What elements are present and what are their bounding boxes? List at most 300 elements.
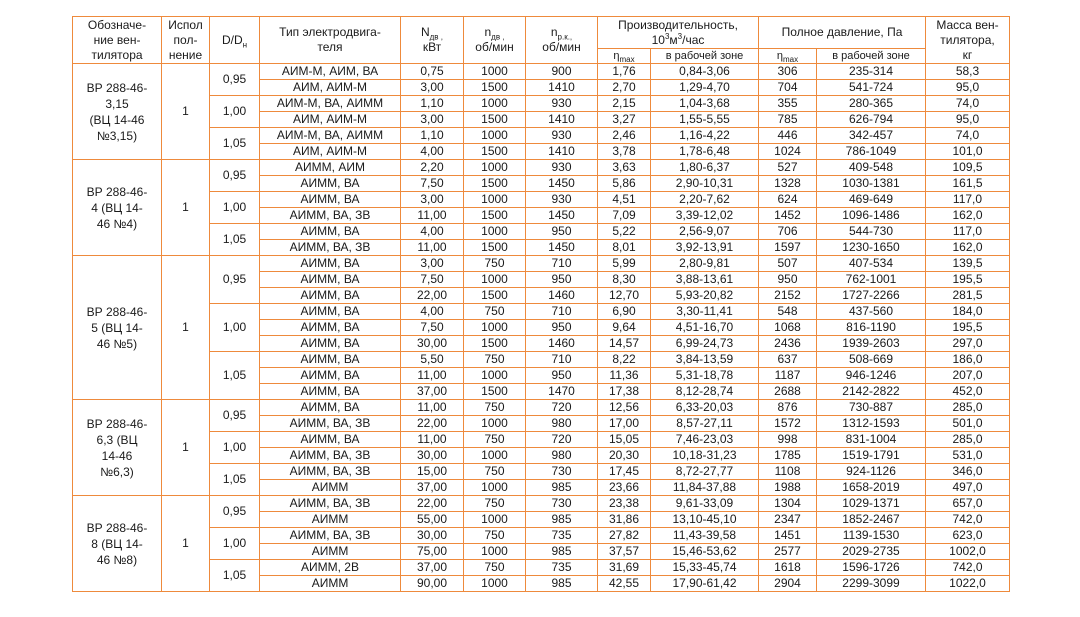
pressure-eta-cell: 1785 <box>759 448 817 464</box>
mass-cell: 117,0 <box>926 224 1010 240</box>
motor-type-cell: АИММ, ВА, ЗВ <box>260 464 401 480</box>
capacity-eta-cell: 11,36 <box>598 368 651 384</box>
power-unit: кВт <box>422 40 442 54</box>
pressure-eta-cell: 1451 <box>759 528 817 544</box>
motor-type-cell: АИММ, ВА, ЗВ <box>260 448 401 464</box>
capacity-unit-sup: 3 <box>664 31 670 41</box>
motor-speed-cell: 1000 <box>464 96 526 112</box>
capacity-range-cell: 1,04-3,68 <box>651 96 759 112</box>
pressure-range-cell: 924-1126 <box>817 464 926 480</box>
pressure-eta-cell: 1108 <box>759 464 817 480</box>
pressure-eta-cell: 507 <box>759 256 817 272</box>
ratio-label: D/D <box>221 32 243 47</box>
mass-cell: 297,0 <box>926 336 1010 352</box>
motor-type-cell: АИМ-М, ВА, АИММ <box>260 96 401 112</box>
pressure-eta-cell: 355 <box>759 96 817 112</box>
motor-speed-cell: 1000 <box>464 64 526 80</box>
power-cell: 30,00 <box>401 528 464 544</box>
power-cell: 0,75 <box>401 64 464 80</box>
mass-cell: 452,0 <box>926 384 1010 400</box>
mass-cell: 531,0 <box>926 448 1010 464</box>
capacity-eta-cell: 1,76 <box>598 64 651 80</box>
power-cell: 11,00 <box>401 240 464 256</box>
ratio-cell: 1,05 <box>210 224 260 256</box>
power-cell: 30,00 <box>401 336 464 352</box>
eta-symbol: η <box>613 50 620 62</box>
ratio-cell: 0,95 <box>210 256 260 304</box>
wheel-speed-cell: 985 <box>526 480 598 496</box>
motor-type-cell: АИМ, АИМ-М <box>260 144 401 160</box>
capacity-unit-sup2: 3 <box>677 31 683 41</box>
motor-type-cell: АИММ, ВА <box>260 192 401 208</box>
motor-type-cell: АИММ, ВА <box>260 368 401 384</box>
power-cell: 22,00 <box>401 288 464 304</box>
pressure-eta-cell: 1187 <box>759 368 817 384</box>
wheel-speed-cell: 950 <box>526 320 598 336</box>
mass-cell: 95,0 <box>926 80 1010 96</box>
ratio-cell: 1,00 <box>210 192 260 224</box>
capacity-unit-pre: 10 <box>651 32 665 47</box>
capacity-eta-cell: 3,78 <box>598 144 651 160</box>
eta-subscript: max <box>783 55 799 64</box>
power-subscript: дв , <box>429 32 444 42</box>
motor-speed-cell: 1500 <box>464 144 526 160</box>
capacity-unit-post: /час <box>682 32 705 47</box>
motor-type-cell: АИМ, АИМ-М <box>260 80 401 96</box>
pressure-range-cell: 730-887 <box>817 400 926 416</box>
power-cell: 37,00 <box>401 560 464 576</box>
mass-cell: 281,5 <box>926 288 1010 304</box>
pressure-range-cell: 342-457 <box>817 128 926 144</box>
pressure-range-cell: 1029-1371 <box>817 496 926 512</box>
capacity-range-cell: 9,61-33,09 <box>651 496 759 512</box>
pressure-eta-cell: 2436 <box>759 336 817 352</box>
pressure-range-cell: 831-1004 <box>817 432 926 448</box>
table-row <box>73 560 1010 576</box>
mass-cell: 623,0 <box>926 528 1010 544</box>
motor-type-cell: АИММ, 2В <box>260 560 401 576</box>
motor-type-cell: АИММ, ВА <box>260 336 401 352</box>
mass-cell: 742,0 <box>926 560 1010 576</box>
pressure-eta-cell: 527 <box>759 160 817 176</box>
power-cell: 11,00 <box>401 432 464 448</box>
fan-execution-cell: 1 <box>162 160 210 256</box>
col-ratio-header <box>210 17 260 64</box>
table-row <box>73 496 1010 512</box>
capacity-eta-cell: 17,38 <box>598 384 651 400</box>
mass-cell: 95,0 <box>926 112 1010 128</box>
pressure-range-cell: 2299-3099 <box>817 576 926 592</box>
capacity-eta-cell: 5,99 <box>598 256 651 272</box>
pressure-eta-cell: 637 <box>759 352 817 368</box>
capacity-range-cell: 8,72-27,77 <box>651 464 759 480</box>
pressure-range-cell: 508-669 <box>817 352 926 368</box>
pressure-eta-cell: 1328 <box>759 176 817 192</box>
motor-type-cell: АИММ, ВА <box>260 288 401 304</box>
motor-type-cell: АИМ-М, АИМ, ВА <box>260 64 401 80</box>
capacity-range-cell: 1,29-4,70 <box>651 80 759 96</box>
col-motor-type-header: Тип электродвига- теля <box>260 17 401 64</box>
table-row <box>73 192 1010 208</box>
capacity-range-cell: 2,56-9,07 <box>651 224 759 240</box>
motor-speed-cell: 1000 <box>464 272 526 288</box>
fan-designation-cell: ВР 288-46- 3,15 (ВЦ 14-46 №3,15) <box>73 64 162 160</box>
capacity-eta-cell: 20,30 <box>598 448 651 464</box>
wheel-speed-cell: 710 <box>526 256 598 272</box>
motor-speed-cell: 1000 <box>464 512 526 528</box>
mass-cell: 207,0 <box>926 368 1010 384</box>
pressure-work-zone-header: в рабочей зоне <box>817 49 926 64</box>
mass-cell: 501,0 <box>926 416 1010 432</box>
power-cell: 1,10 <box>401 96 464 112</box>
pressure-range-cell: 1939-2603 <box>817 336 926 352</box>
power-cell: 4,00 <box>401 304 464 320</box>
table-row <box>73 256 1010 272</box>
ratio-cell: 0,95 <box>210 400 260 432</box>
pressure-eta-cell: 706 <box>759 224 817 240</box>
capacity-eta-cell: 2,15 <box>598 96 651 112</box>
capacity-range-cell: 11,43-39,58 <box>651 528 759 544</box>
mass-cell: 161,5 <box>926 176 1010 192</box>
pressure-range-cell: 1852-2467 <box>817 512 926 528</box>
motor-speed-cell: 1500 <box>464 288 526 304</box>
mass-cell: 195,5 <box>926 320 1010 336</box>
capacity-range-cell: 8,12-28,74 <box>651 384 759 400</box>
pressure-range-cell: 1312-1593 <box>817 416 926 432</box>
capacity-eta-cell: 8,30 <box>598 272 651 288</box>
table-row <box>73 160 1010 176</box>
motor-speed-cell: 750 <box>464 256 526 272</box>
power-cell: 15,00 <box>401 464 464 480</box>
motor-type-cell: АИММ, АИМ <box>260 160 401 176</box>
motor-speed-label: n <box>484 25 492 39</box>
power-cell: 22,00 <box>401 416 464 432</box>
fan-designation-cell: ВР 288-46- 5 (ВЦ 14- 46 №5) <box>73 256 162 400</box>
motor-speed-cell: 1000 <box>464 480 526 496</box>
power-cell: 3,00 <box>401 112 464 128</box>
wheel-speed-cell: 720 <box>526 432 598 448</box>
col-motor-speed-header <box>464 17 526 64</box>
capacity-range-cell: 15,46-53,62 <box>651 544 759 560</box>
power-cell: 75,00 <box>401 544 464 560</box>
col-power-header <box>401 17 464 64</box>
power-cell: 3,00 <box>401 192 464 208</box>
capacity-eta-cell: 27,82 <box>598 528 651 544</box>
power-cell: 1,10 <box>401 128 464 144</box>
power-cell: 3,00 <box>401 80 464 96</box>
wheel-speed-cell: 1470 <box>526 384 598 400</box>
capacity-range-cell: 5,93-20,82 <box>651 288 759 304</box>
pressure-range-cell: 469-649 <box>817 192 926 208</box>
capacity-eta-cell: 15,05 <box>598 432 651 448</box>
capacity-range-cell: 6,99-24,73 <box>651 336 759 352</box>
pressure-range-cell: 946-1246 <box>817 368 926 384</box>
power-cell: 22,00 <box>401 496 464 512</box>
ratio-cell: 1,05 <box>210 464 260 496</box>
wheel-speed-cell: 735 <box>526 528 598 544</box>
pressure-eta-cell: 950 <box>759 272 817 288</box>
wheel-speed-cell: 950 <box>526 272 598 288</box>
pressure-range-cell: 2142-2822 <box>817 384 926 400</box>
capacity-eta-cell: 31,86 <box>598 512 651 528</box>
pressure-range-cell: 1139-1530 <box>817 528 926 544</box>
wheel-speed-cell: 930 <box>526 128 598 144</box>
motor-type-cell: АИММ <box>260 512 401 528</box>
pressure-eta-cell: 1068 <box>759 320 817 336</box>
wheel-speed-cell: 1450 <box>526 176 598 192</box>
capacity-range-cell: 1,80-6,37 <box>651 160 759 176</box>
table-header <box>73 17 1010 64</box>
capacity-range-cell: 1,16-4,22 <box>651 128 759 144</box>
pressure-eta-cell: 1597 <box>759 240 817 256</box>
power-label: N <box>420 25 430 39</box>
col-designation-header: Обозначе- ние вен- тилятора <box>73 17 162 64</box>
mass-cell: 117,0 <box>926 192 1010 208</box>
motor-speed-cell: 1000 <box>464 448 526 464</box>
pressure-range-cell: 235-314 <box>817 64 926 80</box>
pressure-eta-cell: 704 <box>759 80 817 96</box>
table-row <box>73 352 1010 368</box>
ratio-cell: 1,05 <box>210 352 260 400</box>
wheel-speed-cell: 1410 <box>526 80 598 96</box>
table-row <box>73 128 1010 144</box>
motor-type-cell: АИМ, АИМ-М <box>260 112 401 128</box>
capacity-eta-cell: 7,09 <box>598 208 651 224</box>
capacity-eta-cell: 12,56 <box>598 400 651 416</box>
pressure-eta-cell: 624 <box>759 192 817 208</box>
mass-cell: 101,0 <box>926 144 1010 160</box>
motor-type-cell: АИММ, ВА <box>260 432 401 448</box>
motor-speed-cell: 1500 <box>464 208 526 224</box>
pressure-range-cell: 1596-1726 <box>817 560 926 576</box>
col-execution-header: Испол пол- нение <box>162 17 210 64</box>
wheel-speed-cell: 720 <box>526 400 598 416</box>
power-cell: 4,00 <box>401 144 464 160</box>
fan-designation-cell: ВР 288-46- 6,3 (ВЦ 14-46 №6,3) <box>73 400 162 496</box>
motor-type-cell: АИММ <box>260 576 401 592</box>
power-cell: 7,50 <box>401 176 464 192</box>
eta-subscript: max <box>619 55 635 64</box>
capacity-eta-cell: 2,46 <box>598 128 651 144</box>
table-row <box>73 528 1010 544</box>
capacity-eta-cell: 17,00 <box>598 416 651 432</box>
power-cell: 55,00 <box>401 512 464 528</box>
ratio-cell: 1,00 <box>210 432 260 464</box>
pressure-eta-cell: 548 <box>759 304 817 320</box>
ratio-cell: 1,00 <box>210 304 260 352</box>
capacity-work-zone-header: в рабочей зоне <box>651 49 759 64</box>
pressure-range-cell: 1658-2019 <box>817 480 926 496</box>
capacity-eta-cell: 17,45 <box>598 464 651 480</box>
fan-spec-table <box>72 16 1010 592</box>
capacity-range-cell: 2,90-10,31 <box>651 176 759 192</box>
wheel-speed-cell: 1460 <box>526 288 598 304</box>
motor-type-cell: АИММ, ВА <box>260 304 401 320</box>
pressure-eta-cell: 2152 <box>759 288 817 304</box>
pressure-range-cell: 1230-1650 <box>817 240 926 256</box>
fan-execution-cell: 1 <box>162 496 210 592</box>
capacity-range-cell: 13,10-45,10 <box>651 512 759 528</box>
motor-speed-cell: 750 <box>464 528 526 544</box>
pressure-eta-cell: 785 <box>759 112 817 128</box>
pressure-eta-cell: 2577 <box>759 544 817 560</box>
motor-speed-cell: 750 <box>464 560 526 576</box>
pressure-eta-max-header <box>759 49 817 64</box>
capacity-range-cell: 3,92-13,91 <box>651 240 759 256</box>
pressure-eta-cell: 2347 <box>759 512 817 528</box>
pressure-range-cell: 544-730 <box>817 224 926 240</box>
mass-cell: 74,0 <box>926 96 1010 112</box>
ratio-cell: 0,95 <box>210 496 260 528</box>
mass-cell: 742,0 <box>926 512 1010 528</box>
motor-speed-subscript: дв , <box>491 32 505 42</box>
capacity-eta-cell: 3,63 <box>598 160 651 176</box>
power-cell: 90,00 <box>401 576 464 592</box>
wheel-speed-unit: об/мин <box>542 40 581 54</box>
eta-symbol: η <box>776 50 783 62</box>
motor-speed-cell: 1500 <box>464 176 526 192</box>
wheel-speed-cell: 980 <box>526 448 598 464</box>
motor-speed-cell: 1000 <box>464 368 526 384</box>
wheel-speed-cell: 1460 <box>526 336 598 352</box>
fan-designation-cell: ВР 288-46- 8 (ВЦ 14- 46 №8) <box>73 496 162 592</box>
wheel-speed-cell: 930 <box>526 192 598 208</box>
motor-type-cell: АИММ, ВА <box>260 224 401 240</box>
fan-execution-cell: 1 <box>162 64 210 160</box>
power-cell: 7,50 <box>401 272 464 288</box>
fan-execution-cell: 1 <box>162 400 210 496</box>
motor-speed-cell: 1000 <box>464 576 526 592</box>
wheel-speed-label: n <box>550 25 558 39</box>
ratio-cell: 0,95 <box>210 64 260 96</box>
capacity-eta-cell: 2,70 <box>598 80 651 96</box>
motor-type-cell: АИММ, ВА <box>260 320 401 336</box>
ratio-cell: 1,05 <box>210 128 260 160</box>
motor-speed-unit: об/мин <box>475 40 514 54</box>
capacity-label: Производительность, <box>618 17 738 32</box>
capacity-eta-max-header <box>598 49 651 64</box>
mass-cell: 497,0 <box>926 480 1010 496</box>
col-wheel-speed-header <box>526 17 598 64</box>
motor-type-cell: АИММ, ВА <box>260 272 401 288</box>
pressure-eta-cell: 446 <box>759 128 817 144</box>
motor-speed-cell: 750 <box>464 352 526 368</box>
wheel-speed-cell: 950 <box>526 224 598 240</box>
pressure-eta-cell: 2688 <box>759 384 817 400</box>
motor-type-cell: АИММ, ВА <box>260 400 401 416</box>
pressure-range-cell: 541-724 <box>817 80 926 96</box>
capacity-range-cell: 3,84-13,59 <box>651 352 759 368</box>
table-body <box>73 64 1010 592</box>
capacity-eta-cell: 4,51 <box>598 192 651 208</box>
motor-speed-cell: 1000 <box>464 160 526 176</box>
motor-speed-cell: 1000 <box>464 416 526 432</box>
pressure-range-cell: 280-365 <box>817 96 926 112</box>
motor-speed-cell: 1500 <box>464 336 526 352</box>
motor-speed-cell: 1500 <box>464 112 526 128</box>
wheel-speed-cell: 1410 <box>526 144 598 160</box>
capacity-range-cell: 4,51-16,70 <box>651 320 759 336</box>
motor-speed-cell: 1000 <box>464 224 526 240</box>
power-cell: 11,00 <box>401 208 464 224</box>
pressure-eta-cell: 306 <box>759 64 817 80</box>
capacity-range-cell: 3,39-12,02 <box>651 208 759 224</box>
motor-type-cell: АИММ, ВА, ЗВ <box>260 240 401 256</box>
power-cell: 30,00 <box>401 448 464 464</box>
wheel-speed-cell: 1450 <box>526 208 598 224</box>
capacity-range-cell: 7,46-23,03 <box>651 432 759 448</box>
pressure-range-cell: 1519-1791 <box>817 448 926 464</box>
table-row <box>73 224 1010 240</box>
motor-type-cell: АИММ <box>260 480 401 496</box>
capacity-range-cell: 6,33-20,03 <box>651 400 759 416</box>
wheel-speed-cell: 985 <box>526 512 598 528</box>
wheel-speed-cell: 985 <box>526 544 598 560</box>
wheel-speed-cell: 1410 <box>526 112 598 128</box>
wheel-speed-cell: 900 <box>526 64 598 80</box>
mass-cell: 1022,0 <box>926 576 1010 592</box>
capacity-range-cell: 10,18-31,23 <box>651 448 759 464</box>
motor-speed-cell: 750 <box>464 400 526 416</box>
capacity-eta-cell: 5,22 <box>598 224 651 240</box>
capacity-eta-cell: 23,38 <box>598 496 651 512</box>
mass-cell: 657,0 <box>926 496 1010 512</box>
motor-type-cell: АИММ, ВА <box>260 352 401 368</box>
wheel-speed-cell: 930 <box>526 160 598 176</box>
power-cell: 37,00 <box>401 384 464 400</box>
capacity-range-cell: 11,84-37,88 <box>651 480 759 496</box>
capacity-range-cell: 3,88-13,61 <box>651 272 759 288</box>
pressure-range-cell: 407-534 <box>817 256 926 272</box>
motor-type-cell: АИММ <box>260 544 401 560</box>
motor-speed-cell: 1000 <box>464 320 526 336</box>
pressure-range-cell: 626-794 <box>817 112 926 128</box>
pressure-eta-cell: 998 <box>759 432 817 448</box>
ratio-cell: 1,00 <box>210 96 260 128</box>
wheel-speed-cell: 710 <box>526 352 598 368</box>
col-mass-header: Масса вен- тилятора, кг <box>926 17 1010 64</box>
motor-type-cell: АИММ, ВА, ЗВ <box>260 208 401 224</box>
capacity-range-cell: 1,78-6,48 <box>651 144 759 160</box>
capacity-eta-cell: 37,57 <box>598 544 651 560</box>
capacity-range-cell: 2,20-7,62 <box>651 192 759 208</box>
capacity-range-cell: 0,84-3,06 <box>651 64 759 80</box>
mass-cell: 139,5 <box>926 256 1010 272</box>
ratio-cell: 0,95 <box>210 160 260 192</box>
power-cell: 3,00 <box>401 256 464 272</box>
wheel-speed-cell: 950 <box>526 368 598 384</box>
motor-type-cell: АИММ, ВА, ЗВ <box>260 528 401 544</box>
ratio-subscript: н <box>242 39 248 49</box>
motor-type-cell: АИММ, ВА <box>260 176 401 192</box>
mass-cell: 346,0 <box>926 464 1010 480</box>
col-pressure-header: Полное давление, Па <box>759 17 926 49</box>
power-cell: 11,00 <box>401 368 464 384</box>
motor-speed-cell: 1500 <box>464 80 526 96</box>
table-row <box>73 432 1010 448</box>
fan-spec-table-container <box>72 16 1009 592</box>
capacity-eta-cell: 6,90 <box>598 304 651 320</box>
power-cell: 4,00 <box>401 224 464 240</box>
motor-speed-cell: 750 <box>464 496 526 512</box>
mass-cell: 162,0 <box>926 240 1010 256</box>
mass-cell: 109,5 <box>926 160 1010 176</box>
capacity-range-cell: 8,57-27,11 <box>651 416 759 432</box>
capacity-eta-cell: 42,55 <box>598 576 651 592</box>
wheel-speed-cell: 735 <box>526 560 598 576</box>
pressure-range-cell: 1030-1381 <box>817 176 926 192</box>
table-row <box>73 96 1010 112</box>
